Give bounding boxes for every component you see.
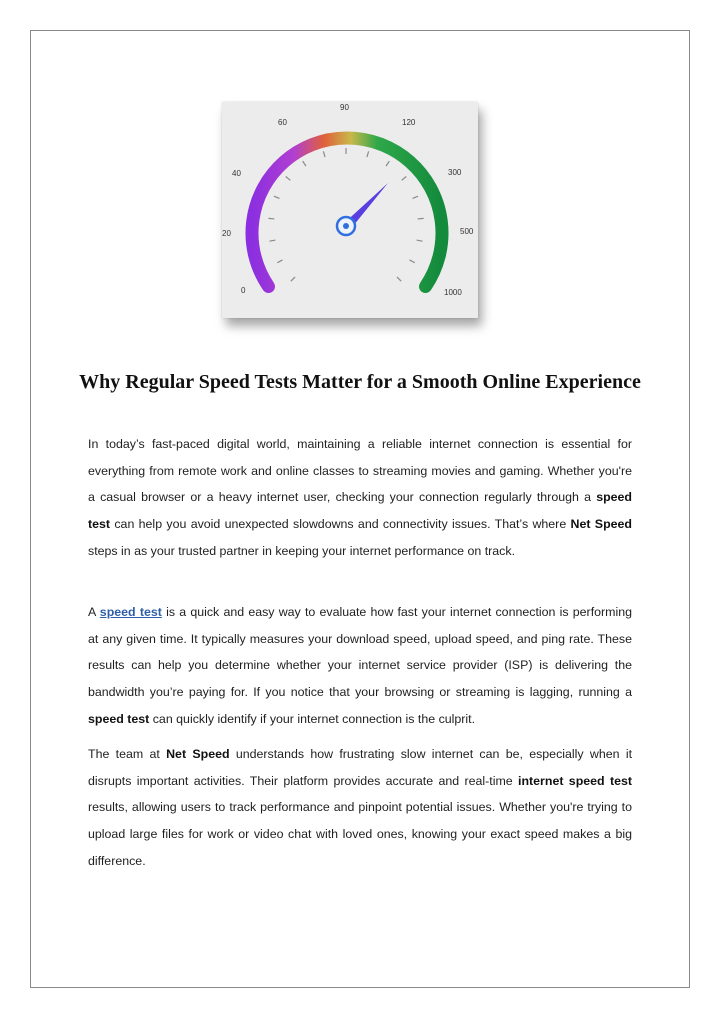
text-segment: can quickly identify if your internet connection is the culprit. [149, 711, 476, 726]
gauge-tick [286, 177, 291, 181]
gauge-label-300: 300 [448, 168, 462, 177]
gauge-ticks [268, 148, 423, 281]
gauge-label-90: 90 [340, 103, 349, 112]
gauge-arc [252, 138, 442, 287]
bold-net-speed: Net Speed [166, 747, 230, 761]
bold-internet-speed-test: internet speed test [518, 773, 632, 788]
speedometer-graphic [222, 102, 478, 318]
paragraph-speed-test [88, 599, 632, 733]
text-segment: understands how frustrating slow internet can be, especially when it disrupts important activities. Their platform provides accurate and real-time [88, 747, 633, 788]
gauge-label-20: 20 [222, 229, 231, 238]
gauge-hub-center [343, 223, 349, 229]
text-segment: is a quick and easy way to evaluate how fast your internet connection is performing at any given time. It typically measures your download speed, upload speed, and ping rate. These results can help you determine whether your internet service provider (ISP) is delivering the bandwidth you’re paying for. If you notice that your browsing or streaming is lagging, running a [88, 605, 633, 700]
gauge-tick [277, 260, 282, 263]
gauge-label-120: 120 [402, 118, 416, 127]
bold-net-speed: Net Speed [570, 517, 632, 532]
text-segment: The team at [88, 747, 167, 761]
gauge-tick [274, 196, 280, 198]
gauge-tick [269, 240, 275, 241]
paragraph-intro [88, 431, 632, 565]
gauge-tick [418, 218, 424, 219]
gauge-label-1000: 1000 [444, 288, 462, 297]
text-segment: results, allowing users to track performance and pinpoint potential issues. Whether you're trying to upload large files for work or video chat with loved ones, knowing your exact speed makes a big difference. [88, 800, 632, 868]
bold-speed-test: speed test [88, 490, 632, 532]
text-segment: steps in as your trusted partner in keeping your internet performance on track. [88, 543, 516, 558]
gauge-tick [409, 260, 414, 263]
text-segment: In today’s fast-paced digital world, maintaining a reliable internet connection is essential for everything from remote work and online classes to streaming movies and gaming. Whether you're a casual browser or a heavy internet user, checking your connection regularly through a [88, 437, 632, 505]
gauge-tick [397, 277, 401, 281]
gauge-label-60: 60 [278, 118, 287, 127]
article-title: Why Regular Speed Tests Matter for a Smooth Online Experience [79, 371, 641, 393]
gauge-tick [402, 177, 407, 181]
gauge-label-0: 0 [241, 286, 246, 295]
gauge-tick [417, 240, 423, 241]
speed-test-link[interactable]: speed test [99, 605, 162, 619]
gauge-tick [291, 277, 295, 281]
gauge-tick [323, 151, 325, 157]
gauge-label-500: 500 [460, 227, 474, 236]
gauge-tick [413, 196, 419, 198]
gauge-tick [367, 151, 369, 157]
gauge-tick [303, 161, 306, 166]
paragraph-net-speed [88, 741, 632, 875]
bold-speed-test: speed test [88, 711, 150, 726]
gauge-tick [268, 218, 274, 219]
text-segment: can help you avoid unexpected slowdowns and connectivity issues. That’s where [110, 517, 571, 532]
gauge-tick [386, 161, 389, 166]
gauge-label-40: 40 [232, 169, 241, 178]
text-segment: A [88, 605, 100, 619]
speedometer-image [222, 102, 478, 318]
